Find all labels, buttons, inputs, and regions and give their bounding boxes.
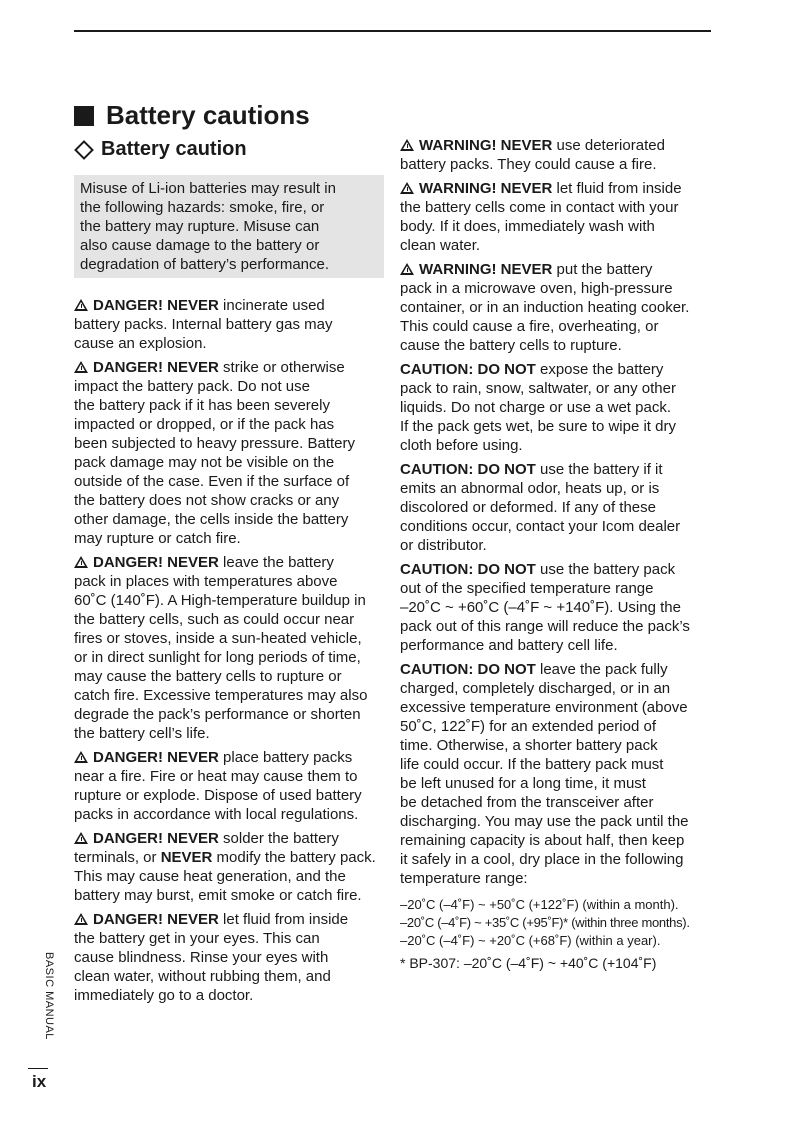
item-text: pack in a microwave oven, high-pressure: [400, 280, 673, 297]
item-text: let fluid from inside: [218, 911, 349, 928]
item-text: 60˚C (140˚F). A High-temperature buildup in: [74, 592, 366, 609]
item-text: pack in places with temperatures above: [74, 573, 338, 590]
item-text: place battery packs: [218, 749, 353, 766]
item-text: cause an explosion.: [74, 335, 207, 352]
item-text: other damage, the cells inside the battery: [74, 511, 349, 528]
item-text: terminals, or: [74, 849, 161, 866]
temp-range-year: –20˚C (–4˚F) ~ +20˚C (+68˚F) (within a year).: [400, 933, 661, 948]
item-text: discharging. You may use the pack until the: [400, 813, 689, 830]
item-text: excessive temperature environment (above: [400, 699, 688, 716]
item-text: battery packs. Internal battery gas may: [74, 316, 333, 333]
item-text: the battery does not show cracks or any: [74, 492, 340, 509]
intro-line: degradation of battery’s performance.: [80, 256, 330, 273]
item-text: been subjected to heavy pressure. Battery: [74, 435, 356, 452]
item-text: –20˚C ~ +60˚C (–4˚F ~ +140˚F). Using the: [400, 599, 681, 616]
footnote: * BP-307: –20˚C (–4˚F) ~ +40˚C (+104˚F): [400, 955, 657, 971]
intro-line: the battery may rupture. Misuse can: [80, 218, 320, 235]
danger-label: DANGER! NEVER: [93, 830, 219, 847]
caution-item: [400, 660, 711, 888]
danger-label: DANGER! NEVER: [93, 911, 219, 928]
item-text: degrade the pack’s performance or shorten: [74, 706, 361, 723]
danger-item: [74, 296, 386, 353]
item-text: the battery pack if it has been severely: [74, 397, 330, 414]
caution-label: CAUTION: DO NOT: [400, 461, 536, 478]
temp-range-three-months: –20˚C (–4˚F) ~ +35˚C (+95˚F)* (within three months).: [400, 915, 690, 930]
item-text: If the pack gets wet, be sure to wipe it dry: [400, 418, 676, 435]
item-text: use deteriorated: [552, 137, 665, 154]
danger-label: DANGER! NEVER: [93, 359, 219, 376]
diamond-bullet-icon: [74, 140, 94, 160]
warning-triangle-icon: [400, 263, 414, 275]
warning-triangle-icon: [400, 139, 414, 151]
item-text: This could cause a fire, overheating, or: [400, 318, 659, 335]
item-text: time. Otherwise, a shorter battery pack: [400, 737, 658, 754]
never-label: NEVER: [160, 849, 213, 866]
warning-triangle-icon: [74, 299, 88, 311]
item-text: discolored or deformed. If any of these: [400, 499, 656, 516]
item-text: clean water, without rubbing them, and: [74, 968, 331, 985]
warning-triangle-icon: [74, 913, 88, 925]
item-text: strike or otherwise: [218, 359, 345, 376]
page-number: ix: [32, 1072, 47, 1091]
item-text: leave the battery: [218, 554, 334, 571]
item-text: leave the pack fully: [535, 661, 668, 678]
intro-line: the following hazards: smoke, fire, or: [80, 199, 325, 216]
item-text: battery packs. They could cause a fire.: [400, 156, 657, 173]
item-text: fires or stoves, inside a sun-heated vehicle,: [74, 630, 362, 647]
item-text: emits an abnormal odor, heats up, or is: [400, 480, 660, 497]
right-column: [400, 136, 711, 973]
warning-triangle-icon: [400, 182, 414, 194]
item-text: cause blindness. Rinse your eyes with: [74, 949, 329, 966]
item-text: solder the battery: [218, 830, 339, 847]
danger-item: [74, 748, 386, 824]
item-text: charged, completely discharged, or in an: [400, 680, 671, 697]
side-rule: [28, 1068, 48, 1069]
caution-label: CAUTION: DO NOT: [400, 361, 536, 378]
subsection-heading: [74, 138, 247, 161]
top-rule: [74, 30, 711, 32]
item-text: impacted or dropped, or if the pack has: [74, 416, 335, 433]
intro-line: also cause damage to the battery or: [80, 237, 320, 254]
item-text: expose the battery: [535, 361, 664, 378]
item-text: may cause the battery cells to rupture or: [74, 668, 342, 685]
item-text: cloth before using.: [400, 437, 523, 454]
item-text: the battery cells, such as could occur near: [74, 611, 355, 628]
item-text: pack out of this range will reduce the pack’s: [400, 618, 690, 635]
warning-label: WARNING! NEVER: [419, 261, 553, 278]
item-text: 50˚C, 122˚F) for an extended period of: [400, 718, 656, 735]
warning-triangle-icon: [74, 751, 88, 763]
item-text: outside of the case. Even if the surface of: [74, 473, 350, 490]
danger-label: DANGER! NEVER: [93, 749, 219, 766]
item-text: life could occur. If the battery pack must: [400, 756, 664, 773]
item-text: the battery cell’s life.: [74, 725, 210, 742]
item-text: conditions occur, contact your Icom dealer: [400, 518, 681, 535]
warning-triangle-icon: [74, 556, 88, 568]
section-title: Battery cautions: [106, 100, 310, 130]
danger-item: [74, 910, 386, 1005]
temp-range-month: –20˚C (–4˚F) ~ +50˚C (+122˚F) (within a month).: [400, 897, 679, 912]
section-heading: [74, 100, 310, 131]
item-text: use the battery pack: [535, 561, 676, 578]
item-text: let fluid from inside: [552, 180, 682, 197]
item-text: pack damage may not be visible on the: [74, 454, 335, 471]
item-text: battery may burst, emit smoke or catch fire.: [74, 887, 362, 904]
caution-label: CAUTION: DO NOT: [400, 561, 536, 578]
warning-label: WARNING! NEVER: [419, 137, 553, 154]
item-text: put the battery: [552, 261, 653, 278]
caution-label: CAUTION: DO NOT: [400, 661, 536, 678]
warning-item: [400, 179, 711, 255]
caution-item: [400, 360, 711, 455]
warning-label: WARNING! NEVER: [419, 180, 553, 197]
item-text: it safely in a cool, dry place in the following: [400, 851, 684, 868]
item-text: liquids. Do not charge or use a wet pack.: [400, 399, 671, 416]
item-text: container, or in an induction heating cooker.: [400, 299, 690, 316]
item-text: This may cause heat generation, and the: [74, 868, 346, 885]
item-text: be detached from the transceiver after: [400, 794, 654, 811]
item-text: the battery cells come in contact with your: [400, 199, 679, 216]
subsection-title: Battery caution: [101, 138, 247, 160]
item-text: or in direct sunlight for long periods of time,: [74, 649, 361, 666]
item-text: remaining capacity is about half, then keep: [400, 832, 685, 849]
danger-label: DANGER! NEVER: [93, 297, 219, 314]
item-text: pack to rain, snow, saltwater, or any other: [400, 380, 676, 397]
item-text: modify the battery pack.: [212, 849, 376, 866]
item-text: catch fire. Excessive temperatures may also: [74, 687, 368, 704]
warning-item: [400, 136, 711, 174]
left-column: [74, 175, 386, 1010]
item-text: immediately go to a doctor.: [74, 987, 254, 1004]
warning-triangle-icon: [74, 361, 88, 373]
item-text: near a fire. Fire or heat may cause them to: [74, 768, 358, 785]
item-text: be left unused for a long time, it must: [400, 775, 646, 792]
danger-item: [74, 553, 386, 743]
item-text: or distributor.: [400, 537, 487, 554]
item-text: impact the battery pack. Do not use: [74, 378, 310, 395]
intro-line: Misuse of Li-ion batteries may result in: [80, 180, 336, 197]
item-text: the battery get in your eyes. This can: [74, 930, 320, 947]
danger-label: DANGER! NEVER: [93, 554, 219, 571]
caution-item: [400, 460, 711, 555]
side-label: BASIC MANUAL: [43, 952, 55, 1040]
warning-triangle-icon: [74, 832, 88, 844]
item-text: out of the specified temperature range: [400, 580, 654, 597]
caution-item: [400, 560, 711, 655]
temperature-ranges: [400, 896, 711, 950]
item-text: temperature range:: [400, 870, 528, 887]
item-text: body. If it does, immediately wash with: [400, 218, 655, 235]
item-text: use the battery if it: [535, 461, 663, 478]
square-bullet-icon: [74, 106, 94, 126]
item-text: may rupture or catch fire.: [74, 530, 241, 547]
warning-item: [400, 260, 711, 355]
intro-note-box: [74, 175, 384, 278]
item-text: performance and battery cell life.: [400, 637, 618, 654]
item-text: incinerate used: [218, 297, 325, 314]
item-text: packs in accordance with local regulations.: [74, 806, 359, 823]
item-text: cause the battery cells to rupture.: [400, 337, 622, 354]
item-text: clean water.: [400, 237, 481, 254]
danger-item: [74, 358, 386, 548]
item-text: rupture or explode. Dispose of used battery: [74, 787, 362, 804]
danger-item: [74, 829, 386, 905]
